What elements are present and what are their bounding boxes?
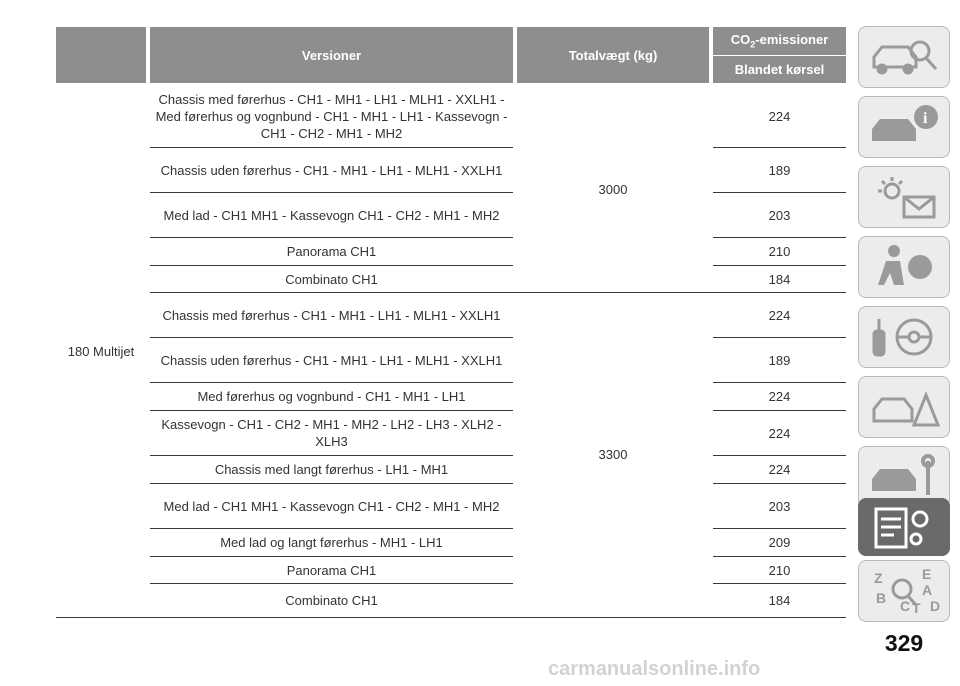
tab-key-steering[interactable] [858,306,950,368]
header-weight [517,27,709,83]
tab-car-search[interactable] [858,26,950,88]
co2-value: 210 [768,244,791,259]
version-cell [150,383,513,410]
header-weight-label: Totalvægt (kg) [568,47,658,63]
co2-value: 224 [768,389,791,404]
version-cell [150,338,513,382]
watermark: carmanualsonline.info [548,658,761,680]
header-versions [150,27,513,83]
svg-text:E: E [922,566,932,582]
version-text: Chassis med førerhus - CH1 - MH1 - LH1 - MLH1 - XXLH1 [162,307,501,323]
header-versions-label: Versioner [301,47,362,63]
co2-cell [713,411,846,455]
version-cell [150,148,513,192]
svg-text:A: A [922,582,933,598]
svg-text:Z: Z [874,570,883,586]
version-cell [150,266,513,292]
header-co2 [713,27,846,56]
co2-value: 189 [768,162,791,178]
version-text: Panorama CH1 [286,244,377,259]
version-text: Chassis med langt førerhus - LH1 - MH1 [214,462,449,477]
tab-technical-data[interactable] [858,498,950,556]
version-cell [150,238,513,265]
weight-cell-3300 [517,292,709,616]
alphabetical-index-icon [864,565,944,617]
co2-value: 224 [768,462,791,477]
svg-text:B: B [876,590,887,606]
svg-text:i: i [923,110,928,127]
co2-cell [713,456,846,483]
version-text: Chassis uden førerhus - CH1 - MH1 - LH1 - MLH1 - XXLH1 [160,352,503,368]
version-cell [150,86,513,147]
co2-cell [713,529,846,556]
co2-value: 203 [768,207,791,223]
tab-warning-lights-mail[interactable] [858,166,950,228]
engine-label: 180 Multijet [67,343,135,359]
version-cell [150,293,513,337]
co2-cell [713,557,846,583]
version-text: Panorama CH1 [286,562,377,578]
svg-text:T: T [912,600,921,616]
weight-value: 3300 [598,446,628,462]
version-text: Combinato CH1 [285,592,378,608]
co2-value: 210 [768,562,791,578]
version-text: Chassis uden førerhus - CH1 - MH1 - LH1 - MLH1 - XXLH1 [160,162,503,178]
version-cell [150,557,513,583]
header-engine-cell [56,27,146,83]
version-text: Combinato CH1 [285,271,378,287]
version-cell [150,584,513,616]
version-cell [150,411,513,455]
tab-alphabetical-index[interactable] [858,560,950,622]
version-cell [150,456,513,483]
version-text: Kassevogn - CH1 - CH2 - MH1 - MH2 - LH2 - LH3 - XLH2 - XLH3 [161,417,502,449]
co2-cell [713,238,846,265]
seatbelt-airbag-icon [864,241,944,293]
version-cell [150,193,513,237]
co2-value: 224 [768,425,791,441]
svg-text:C: C [900,598,911,614]
table-bottom-rule [56,617,846,618]
version-text: Med lad - CH1 MH1 - Kassevogn CH1 - CH2 - MH1 - MH2 [163,498,500,514]
technical-data-icon [864,501,944,553]
tab-car-info[interactable] [858,96,950,158]
co2-cell [713,293,846,337]
tab-car-accident[interactable] [858,376,950,438]
co2-cell [713,86,846,147]
version-text: Med førerhus og vognbund - CH1 - MH1 - LH1 [197,389,466,404]
co2-cell [713,383,846,410]
co2-value: 209 [768,535,791,550]
co2-value: 184 [768,271,791,287]
warning-lights-mail-icon [864,171,944,223]
engine-cell [56,86,146,616]
co2-cell [713,266,846,292]
car-wrench-icon [864,451,944,503]
weight-value: 3000 [598,181,628,197]
key-steering-wheel-icon [864,311,944,363]
co2-value: 184 [768,592,791,608]
co2-cell [713,148,846,192]
version-text: Med lad - CH1 MH1 - Kassevogn CH1 - CH2 - MH1 - MH2 [163,207,500,223]
co2-cell [713,584,846,616]
header-co2-mode-label: Blandet kørsel [734,62,825,77]
version-cell [150,484,513,528]
version-cell [150,529,513,556]
co2-cell [713,484,846,528]
co2-value: 203 [768,498,791,514]
version-text: Chassis med førerhus - CH1 - MH1 - LH1 - MLH1 - XXLH1 - Med førerhus og vognbund - CH1 - MH1 - LH1 - Kassevogn - CH1 - CH2 - MH1 - MH2 [155,92,508,141]
car-search-icon [864,31,944,83]
co2-cell [713,338,846,382]
car-info-icon [864,101,944,153]
svg-text:D: D [930,598,941,614]
co2-value: 224 [768,307,791,323]
page-number: 329 [884,630,924,656]
header-co2-label: $CO_2$-emissioner [730,32,829,50]
weight-cell-3000 [517,86,709,292]
co2-value: 189 [768,352,791,368]
co2-cell [713,193,846,237]
tab-seatbelt-airbag[interactable] [858,236,950,298]
header-co2-mode [713,56,846,83]
co2-value: 224 [768,109,791,124]
version-text: Med lad og langt førerhus - MH1 - LH1 [220,535,443,550]
car-accident-icon [864,381,944,433]
